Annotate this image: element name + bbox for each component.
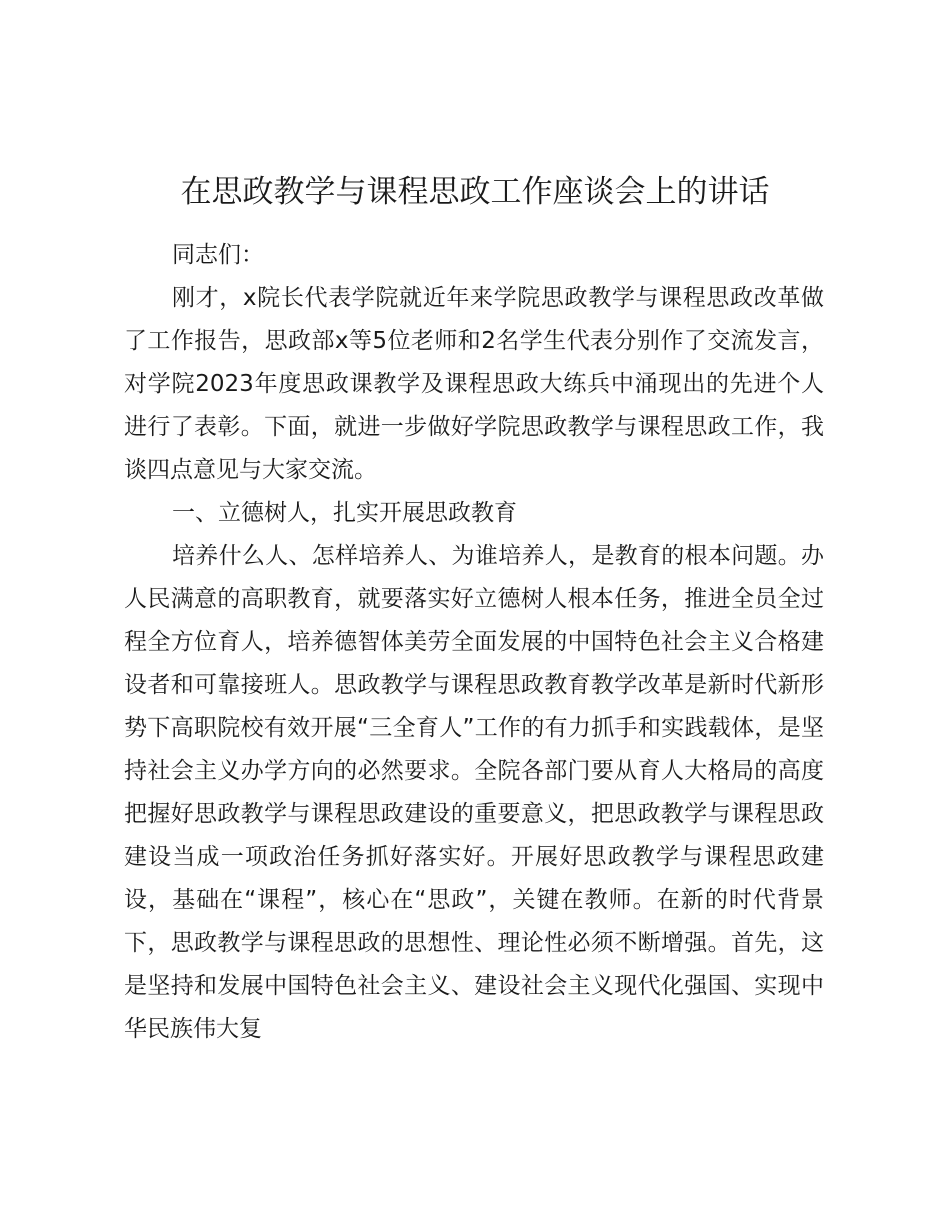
document-title: 在思政教学与课程思政工作座谈会上的讲话 <box>180 174 770 210</box>
intro-paragraph: 刚才，x院长代表学院就近年来学院思政教学与课程思政改革做了工作报告，思政部x等5位老师和2名学生代表分别作了交流发言，对学院2023年度思政课教学及课程思政大练兵中涌现出的先进个人进行了表彰。下面，就进一步做好学院思政教学与课程思政工作，我谈四点意见与大家交流。 <box>124 285 824 483</box>
document-body <box>124 234 824 1051</box>
section-heading: 一、立德树人，扎实开展思政教育 <box>172 500 517 526</box>
section-one-paragraph: 培养什么人、怎样培养人、为谁培养人，是教育的根本问题。办人民满意的高职教育，就要落实好立德树人根本任务，推进全员全过程全方位育人，培养德智体美劳全面发展的中国特色社会主义合格建设者和可靠接班人。思政教学与课程思政教育教学改革是新时代新形势下高职院校有效开展“三全育人”工作的有力抓手和实践载体，是坚持社会主义办学方向的必然要求。全院各部门要从育人大格局的高度把握好思政教学与课程思政建设的重要意义，把思政教学与课程思政建设当成一项政治任务抓好落实好。开展好思政教学与课程思政建设，基础在“课程”，核心在“思政”，关键在教师。在新的时代背景下，思政教学与课程思政的思想性、理论性必须不断增强。首先，这是坚持和发展中国特色社会主义、建设社会主义现代化强国、实现中华民族伟大复 <box>124 543 824 1042</box>
salutation-paragraph: 同志们： <box>172 242 264 268</box>
